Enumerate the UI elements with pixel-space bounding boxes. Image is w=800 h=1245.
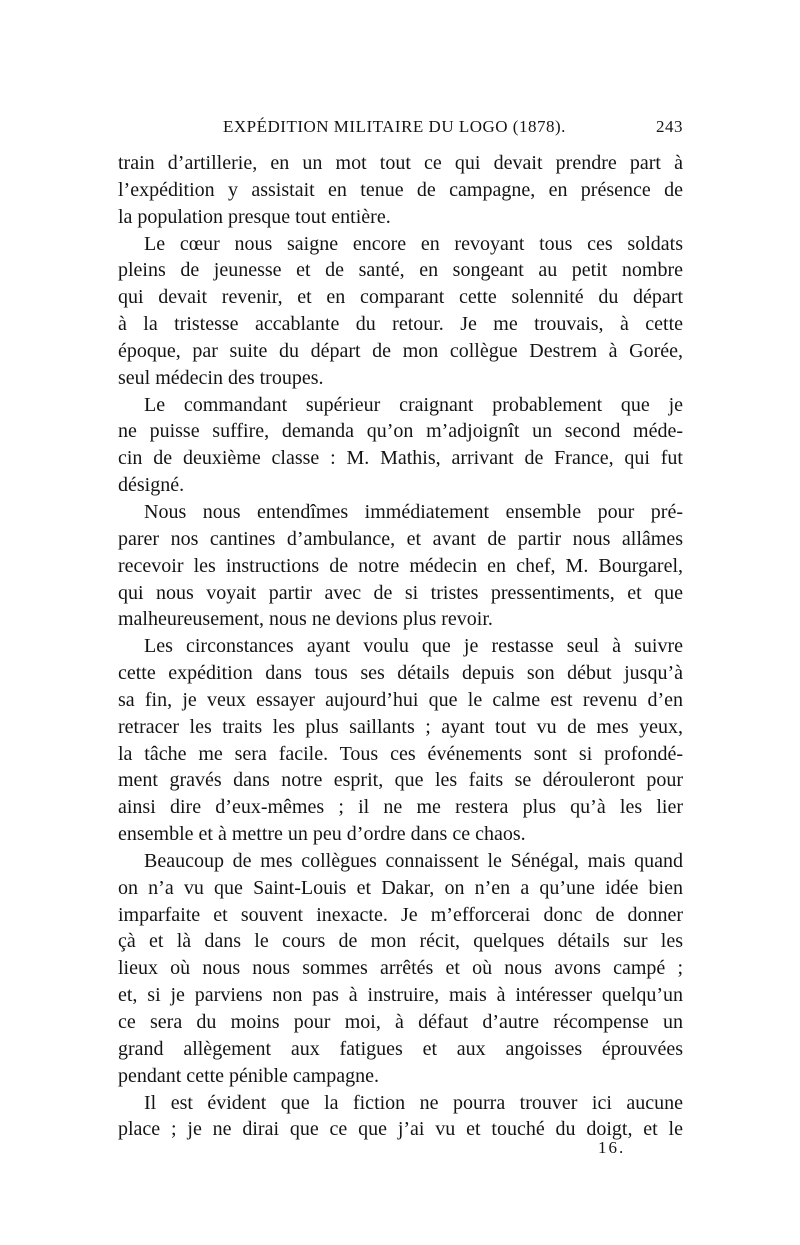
paragraph [118,392,683,499]
running-title: EXPÉDITION MILITAIRE DU LOGO (1878). [223,117,566,136]
running-head [118,117,683,139]
text-line: parer nos cantines d’ambulance, et avant de partir nous allâmes [118,527,683,550]
paragraph [118,231,683,392]
text-line: on n’a vu que Saint-Louis et Dakar, on n’en a qu’une idée bien [118,876,683,899]
text-line: Le cœur nous saigne encore en revoyant tous ces soldats [144,232,683,255]
paragraph [118,150,683,231]
text-line: Il est évident que la fiction ne pourra trouver ici aucune [144,1091,683,1114]
text-line: ensemble et à mettre un peu d’ordre dans ce chaos. [118,823,526,846]
paragraph [118,633,683,848]
text-line: retracer les traits les plus saillants ; ayant tout vu de mes yeux, [118,715,683,738]
text-line: l’expédition y assistait en tenue de campagne, en présence de [118,178,683,201]
text-line: ce sera du moins pour moi, à défaut d’autre récompense un [118,1011,683,1033]
text-line: et, si je parviens non pas à instruire, mais à intéresser quelqu’un [118,984,683,1007]
body-text [118,150,683,1143]
text-line: Beaucoup de mes collègues connaissent le Sénégal, mais quand [144,849,683,872]
text-line: place ; je ne dirai que ce que j’ai vu et touché du doigt, et le [118,1118,683,1141]
paragraph [118,1090,683,1144]
text-line: ainsi dire d’eux-mêmes ; il ne me restera plus qu’à les lier [118,796,683,819]
text-line: cin de deuxième classe : M. Mathis, arrivant de France, qui fut [118,447,683,470]
paragraph [118,499,683,633]
text-line: pendant cette pénible campagne. [118,1064,379,1087]
text-line: train d’artillerie, en un mot tout ce qui devait prendre part à [118,152,683,174]
text-line: ne puisse suffire, demanda qu’on m’adjoignît un second méde- [118,420,683,443]
text-line: désigné. [118,474,185,497]
text-line: la population presque tout entière. [118,205,391,228]
text-line: ment gravés dans notre esprit, que les faits se dérouleront pour [118,769,683,792]
text-line: recevoir les instructions de notre médecin en chef, M. Bourgarel, [118,554,683,577]
text-line: qui devait revenir, et en comparant cette solennité du départ [118,286,683,309]
text-line: époque, par suite du départ de mon collègue Destrem à Gorée, [118,339,683,362]
paragraph [118,848,683,1090]
text-line: la tâche me sera facile. Tous ces événements sont si profondé- [118,742,683,765]
text-line: Le commandant supérieur craignant probablement que je [144,393,683,416]
text-line: seul médecin des troupes. [118,366,324,389]
signature-mark: 16. [598,1138,626,1157]
text-line: Nous nous entendîmes immédiatement ensemble pour pré- [144,500,683,523]
text-line: malheureusement, nous ne devions plus revoir. [118,608,493,631]
text-line: qui nous voyait partir avec de si tristes pressentiments, et que [118,581,683,604]
text-line: cette expédition dans tous ses détails depuis son début jusqu’à [118,662,683,685]
text-line: Les circonstances ayant voulu que je restasse seul à suivre [144,635,683,658]
text-line: imparfaite et souvent inexacte. Je m’efforcerai donc de donner [118,903,683,926]
text-line: çà et là dans le cours de mon récit, quelques détails sur les [118,930,683,953]
text-line: lieux où nous nous sommes arrêtés et où nous avons campé ; [118,957,683,980]
text-line: grand allègement aux fatigues et aux angoisses éprouvées [118,1037,683,1060]
text-line: à la tristesse accablante du retour. Je me trouvais, à cette [118,313,683,336]
text-line: pleins de jeunesse et de santé, en songeant au petit nombre [118,259,683,282]
page-number: 243 [656,117,683,136]
text-line: sa fin, je veux essayer aujourd’hui que le calme est revenu d’en [118,688,683,711]
